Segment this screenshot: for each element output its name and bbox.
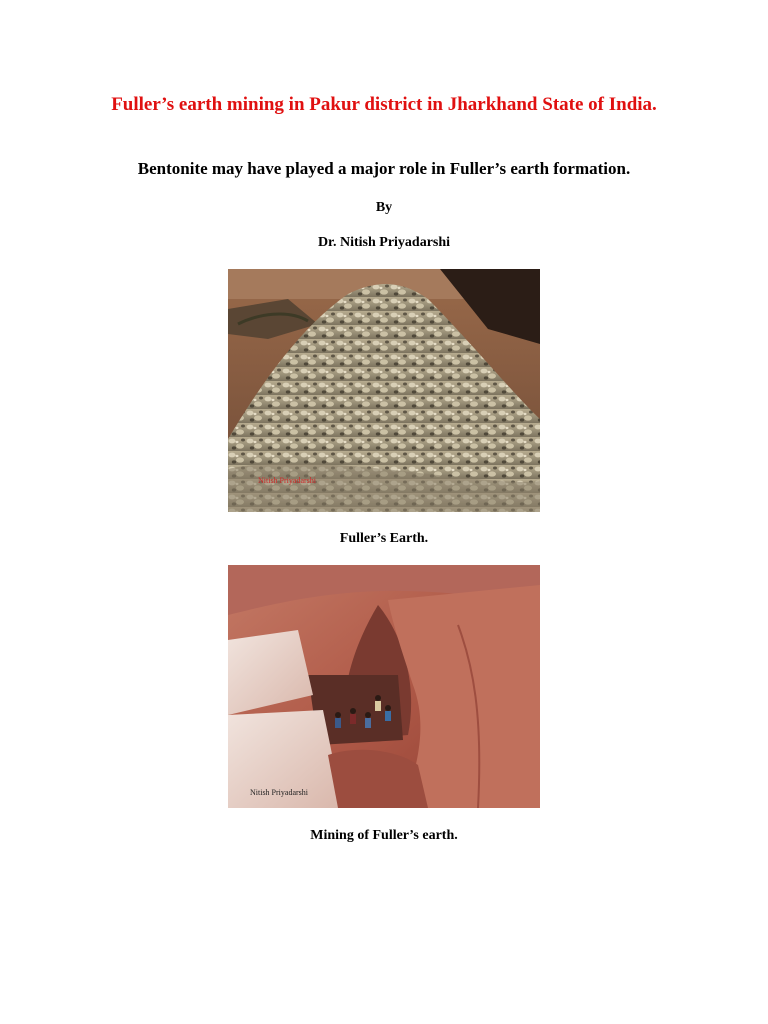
fullers-earth-pile-photo [228, 269, 540, 512]
fullers-earth-mining-photo [228, 565, 540, 808]
photo-watermark-1: Nitish Priyadarshi [258, 476, 316, 485]
document-subtitle: Bentonite may have played a major role in Fuller’s earth formation. [137, 159, 631, 178]
byline: By [375, 200, 393, 215]
fullers-earth-pile-image [228, 269, 540, 512]
photo-watermark-2: Nitish Priyadarshi [250, 788, 308, 797]
figure-caption-2: Mining of Fuller’s earth. [310, 828, 458, 843]
fullers-earth-mining-image [228, 565, 540, 808]
author-name: Dr. Nitish Priyadarshi [317, 235, 451, 250]
document-title: Fuller’s earth mining in Pakur district in Jharkhand State of India. [111, 94, 657, 115]
figure-caption-1: Fuller’s Earth. [339, 531, 429, 546]
